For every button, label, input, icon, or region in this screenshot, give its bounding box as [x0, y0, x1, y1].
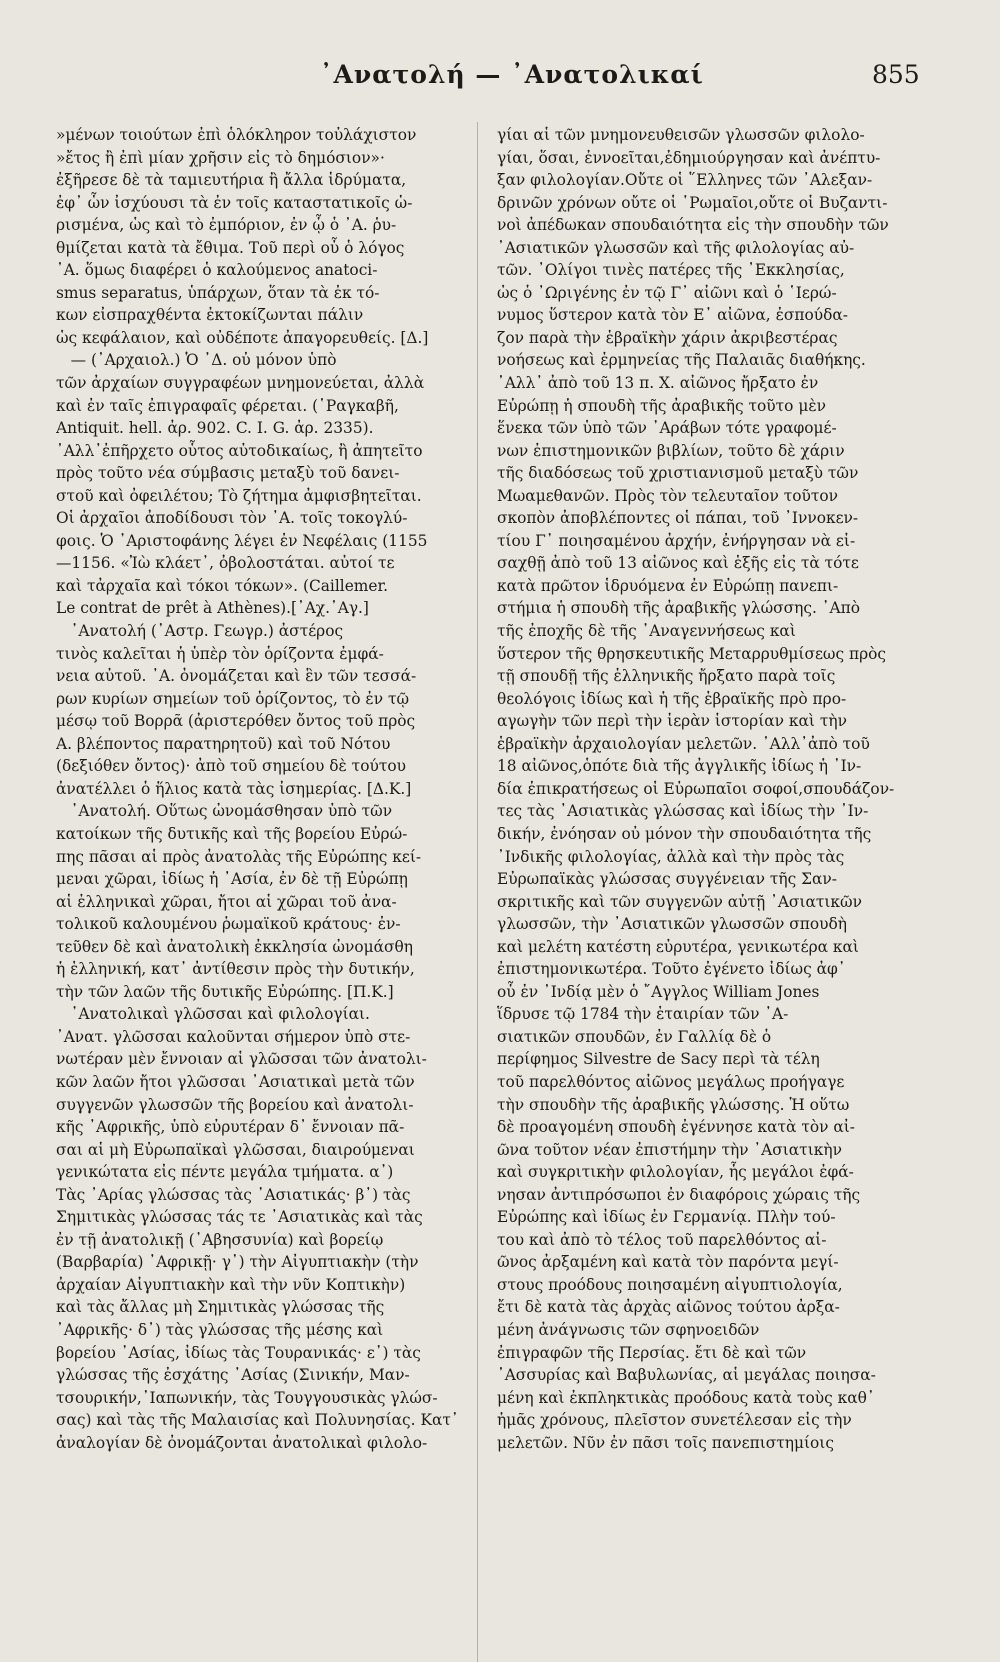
text-line: ᾿Ανατολή (᾿Αστρ. Γεωγρ.) ἀστέρος [56, 622, 344, 641]
text-line: δία ἐπικρατήσεως οἱ Εὐρωπαῖοι σοφοί,σπουδάζον- [497, 779, 895, 798]
text-line: ᾿Ανατολικαὶ γλῶσσαι καὶ φιλολογίαι. [56, 1005, 370, 1024]
text-line: ἔτι δὲ κατὰ τὰς ἀρχὰς αἰῶνος τούτου ἀρξα- [497, 1298, 840, 1317]
text-line: τσουρικήν,᾿Ιαπωνικήν, τὰς Τουγγουσικὰς γλώσ- [56, 1388, 438, 1407]
text-line: ἀνατέλλει ὁ ἥλιος κατὰ τὰς ἰσημερίας. [Δ.Κ.] [56, 779, 412, 798]
text-line: (Βαρβαρία) ᾿Αφρικῇ· γ᾿) τὴν Αἰγυπτιακὴν (τὴν [56, 1253, 419, 1272]
text-line: μένη ἀνάγνωσις τῶν σφηνοειδῶν [497, 1320, 760, 1339]
text-line: τεῦθεν δὲ καὶ ἀνατολικὴ ἐκκλησία ὠνομάσθη [56, 937, 413, 956]
text-line: κατοίκων τῆς δυτικῆς καὶ τῆς βορείου Εὐρώ- [56, 824, 408, 843]
text-line: τὴν σπουδὴν τῆς ἀραβικῆς γλώσσης. Ἡ οὕτω [497, 1095, 850, 1114]
text-line: του καὶ ἀπὸ τὸ τέλος τοῦ παρελθόντος αἰ- [497, 1230, 827, 1249]
text-line: σαχθῇ ἀπὸ τοῦ 13 αἰῶνος καὶ ἑξῆς εἰς τὰ τότε [497, 554, 859, 573]
text-line: τολικοῦ καλουμένου ῥωμαϊκοῦ κράτους· ἐν- [56, 915, 401, 934]
text-line: ῶνος ἀρξαμένη καὶ κατὰ τὸν παρόντα μεγί- [497, 1253, 839, 1272]
text-line: ᾿Αλλ᾿ἐπῆρχετο οὗτος αὐτοδικαίως, ἢ ἀπητεῖτο [56, 441, 423, 460]
text-line: Εὐρώπης καὶ ἰδίως ἐν Γερμανίᾳ. Πλὴν τού- [497, 1208, 836, 1227]
text-line: Α. βλέποντος παρατηρητοῦ) καὶ τοῦ Νότου [56, 734, 391, 753]
text-line: νεια αὐτοῦ. ᾿Α. ὀνομάζεται καὶ ἓν τῶν τεσσά- [56, 667, 417, 686]
text-line: οὗ ἐν ᾿Ινδίᾳ μὲν ὁ ῎Αγγλος William Jones [497, 982, 820, 1001]
text-line: ᾿Ανατολή. Οὕτως ὠνομάσθησαν ὑπὸ τῶν [56, 802, 393, 821]
text-line: ᾿Αλλ᾿ ἀπὸ τοῦ 13 π. Χ. αἰῶνος ἤρξατο ἐν [497, 374, 819, 393]
text-line: ἀναλογίαν δὲ ὀνομάζονται ἀνατολικαὶ φιλολο- [56, 1433, 428, 1452]
text-line: νοὶ ἀπέδωκαν σπουδαιότητα εἰς τὴν σπουδὴν τῶν [497, 216, 889, 235]
text-line: μένη καὶ ἐκπληκτικὰς προόδους κατὰ τοὺς καθ᾿ [497, 1388, 875, 1407]
text-line: νοήσεως καὶ ἑρμηνείας τῆς Παλαιᾶς διαθήκης. [497, 351, 866, 370]
text-line: τες τὰς ᾿Ασιατικὰς γλώσσας καὶ ἰδίως τὴν ᾿Ιν- [497, 802, 869, 821]
running-header [0, 60, 1000, 100]
text-line: ὡς κεφάλαιον, καὶ οὐδέποτε ἀπαγορευθείς. [Δ.] [56, 328, 429, 347]
text-line: ᾿Αφρικῆς· δ᾿) τὰς γλώσσας τῆς μέσης καὶ [56, 1320, 384, 1339]
text-line: σας) καὶ τὰς τῆς Μαλαισίας καὶ Πολυνησίας. Κατ᾿ [56, 1411, 459, 1430]
text-line: τῶν ἀρχαίων συγγραφέων μνημονεύεται, ἀλλὰ [56, 374, 425, 393]
text-line: καὶ μελέτη κατέστη εὐρυτέρα, γενικωτέρα καὶ [497, 937, 859, 956]
text-line: ῶνα τοῦτον νέαν ἐπιστήμην τὴν ᾿Ασιατικὴν [497, 1140, 842, 1159]
text-line: στοῦ καὶ ὀφειλέτου; Τὸ ζήτημα ἀμφισβητεῖται. [56, 486, 422, 505]
text-line: κῶν λαῶν ἤτοι γλῶσσαι ᾿Ασιατικαὶ μετὰ τῶν [56, 1072, 415, 1091]
text-line: γίαι αἱ τῶν μνημονευθεισῶν γλωσσῶν φιλολο- [497, 126, 865, 144]
text-line: νων ἐπιστημονικῶν βιβλίων, τοῦτο δὲ χάριν [497, 441, 845, 460]
text-line: Εὐρώπῃ ἡ σπουδὴ τῆς ἀραβικῆς τοῦτο μὲν [497, 396, 826, 415]
text-line: (δεξιόθεν ὄντος)· ἀπὸ τοῦ σημείου δὲ τούτου [56, 757, 406, 776]
text-line: τίου Γ᾿ ποιησαμένου ἀρχήν, ἐνήργησαν νὰ εἰ- [497, 531, 856, 550]
text-line: ᾿Ασιατικῶν γλωσσῶν καὶ τῆς φιλολογίας αὐ- [497, 238, 855, 257]
text-line: τῶν. ᾿Ολίγοι τινὲς πατέρες τῆς ᾿Εκκλησίας, [497, 261, 845, 280]
text-line: ἀρχαίαν Αἰγυπτιακὴν καὶ τὴν νῦν Κοπτικὴν) [56, 1275, 406, 1294]
text-line: Μωαμεθανῶν. Πρὸς τὸν τελευταῖον τοῦτον [497, 486, 838, 505]
text-line: κων εἰσπραχθέντα ἐκτοκίζωνται πάλιν [56, 306, 364, 325]
text-line: ὡς ὁ ᾿Ωριγένης ἐν τῷ Γ᾿ αἰῶνι καὶ ὁ ῾Ιερώ- [497, 283, 837, 302]
text-line: μεναι χῶραι, ἰδίως ἡ ᾿Ασία, ἐν δὲ τῇ Εὐρώπῃ [56, 870, 408, 889]
text-line: πης πᾶσαι αἱ πρὸς ἀνατολὰς τῆς Εὐρώπης κεί- [56, 847, 422, 866]
text-line: ξαν φιλολογίαν.Οὔτε οἱ ῞Ελληνες τῶν ᾿Αλεξαν- [497, 171, 873, 190]
text-line: ἐξῆρεσε δὲ τὰ ταμιευτήρια ἢ ἄλλα ἱδρύματα, [56, 171, 407, 190]
text-line: βορείου ᾿Ασίας, ἰδίως τὰς Τουρανικάς· ε᾿) τὰς [56, 1343, 421, 1362]
text-line: ᾿Ασσυρίας καὶ Βαβυλωνίας, αἱ μεγάλας ποιησα- [497, 1366, 876, 1385]
text-line: ἐπιγραφῶν τῆς Περσίας. ἔτι δὲ καὶ τῶν [497, 1343, 807, 1362]
text-line: μελετῶν. Νῦν ἐν πᾶσι τοῖς πανεπιστημίοις [497, 1433, 834, 1452]
text-line: καὶ τὰς ἄλλας μὴ Σημιτικὰς γλώσσας τῆς [56, 1298, 385, 1317]
text-line: ρων κυρίων σημείων τοῦ ὁρίζοντος, τὸ ἐν τῷ [56, 689, 410, 708]
text-line: γλώσσας τῆς ἐσχάτης ᾿Ασίας (Σινικήν, Μαν- [56, 1366, 410, 1385]
page-number: 855 [872, 60, 920, 89]
text-line: ᾿Α. ὅμως διαφέρει ὁ καλούμενος anatoci- [56, 261, 378, 280]
column-divider [477, 122, 478, 1662]
text-line: Τὰς ᾿Αρίας γλώσσας τὰς ᾿Ασιατικάς· β᾿) τὰς [56, 1185, 411, 1204]
text-line: τοῦ παρελθόντος αἰῶνος μεγάλως προήγαγε [497, 1072, 845, 1091]
text-line: σαι αἱ μὴ Εὐρωπαϊκαὶ γλῶσσαι, διαιρούμεναι [56, 1140, 415, 1159]
text-line: τινὸς καλεῖται ἡ ὑπὲρ τὸν ὁρίζοντα ἐμφά- [56, 644, 384, 663]
text-line: »μένων τοιούτων ἐπὶ ὁλόκληρον τοὐλάχιστον [56, 126, 417, 144]
text-line: νωτέραν μὲν ἔννοιαν αἱ γλῶσσαι τῶν ἀνατολι- [56, 1050, 427, 1069]
text-line: δικήν, ἐνόησαν οὐ μόνον τὴν σπουδαιότητα τῆς [497, 824, 872, 843]
text-line: φοις. Ὁ ᾿Αριστοφάνης λέγει ἐν Νεφέλαις (1155 [56, 531, 428, 550]
text-line: καὶ συγκριτικὴν φιλολογίαν, ἧς μεγάλοι ἐφά- [497, 1163, 854, 1182]
right-column [497, 124, 915, 1454]
text-line: ρισμένα, ὡς καὶ τὸ ἐμπόριον, ἐν ᾧ ὁ ᾿Α. ῥυ- [56, 216, 397, 235]
text-line: θμίζεται κατὰ τὰ ἔθιμα. Τοῦ περὶ οὗ ὁ λόγος [56, 238, 405, 257]
text-line: νυμος ὕστερον κατὰ τὸν Ε᾿ αἰῶνα, ἐσπούδα- [497, 306, 848, 325]
text-line: τὴν τῶν λαῶν τῆς δυτικῆς Εὐρώπης. [Π.Κ.] [56, 982, 394, 1001]
text-line: νησαν ἀντιπρόσωποι ἐν διαφόροις χώραις τῆς [497, 1185, 861, 1204]
text-line: Εὐρωπαϊκὰς γλώσσας συγγένειαν τῆς Σαν- [497, 870, 837, 889]
text-line: σκοπὸν ἀποβλέποντες οἱ πάπαι, τοῦ ᾿Ιννοκεν- [497, 509, 859, 528]
text-line: »ἔτος ἢ ἐπὶ μίαν χρῆσιν εἰς τὸ δημόσιον»· [56, 148, 385, 167]
text-line: ἕνεκα τῶν ὑπὸ τῶν ᾿Αράβων τότε γραφομέ- [497, 419, 837, 438]
text-line: ἐφ᾿ ὧν ἰσχύουσι τὰ ἐν τοῖς καταστατικοῖς ὡ- [56, 193, 413, 212]
text-line: Οἱ ἀρχαῖοι ἀποδίδουσι τὸν ᾿Α. τοῖς τοκογλύ- [56, 509, 408, 528]
text-line: Le contrat de prêt à Athènes).[᾿Αχ.᾿Αγ.] [56, 599, 369, 618]
text-line: σκριτικῆς καὶ τῶν συγγενῶν αὐτῇ ᾿Ασιατικῶν [497, 892, 862, 911]
text-line: Antiquit. hell. ἀρ. 902. C. I. G. ἀρ. 2335). [56, 419, 374, 438]
text-line: περίφημος Silvestre de Sacy περὶ τὰ τέλη [497, 1050, 820, 1069]
header-title: ᾿Ανατολή — ᾿Ανατολικαί [320, 60, 704, 89]
text-line: θεολόγοις ἰδίως καὶ ἡ τῆς ἑβραϊκῆς πρὸ προ- [497, 689, 847, 708]
text-line: ἐπιστημονικωτέρα. Τοῦτο ἐγένετο ἰδίως ἀφ᾿ [497, 960, 846, 979]
text-line: καὶ ἐν ταῖς ἐπιγραφαῖς φέρεται. (῾Ραγκαβῆ, [56, 396, 399, 415]
text-line: πρὸς τοῦτο νέα σύμβασις μεταξὺ τοῦ δανει- [56, 464, 400, 483]
text-line: γλωσσῶν, τὴν ᾿Ασιατικῶν γλωσσῶν σπουδὴ [497, 915, 847, 934]
text-line: ᾿Ανατ. γλῶσσαι καλοῦνται σήμερον ὑπὸ στε- [56, 1027, 411, 1046]
text-line: ᾿Ινδικῆς φιλολογίας, ἀλλὰ καὶ τὴν πρὸς τὰς [497, 847, 845, 866]
text-line: γίαι, ὅσαι, ἐννοεῖται,ἐδημιούργησαν καὶ ἀνέπτυ- [497, 148, 881, 167]
text-line: τῆς ἐποχῆς δὲ τῆς ᾿Αναγεννήσεως καὶ [497, 622, 796, 641]
text-line: ἐν τῇ ἀνατολικῇ (᾿Αβησσυνία) καὶ βορείῳ [56, 1230, 384, 1249]
text-line: γενικώτατα εἰς πέντε μεγάλα τμήματα. α᾿) [56, 1163, 394, 1182]
text-line: αἱ ἑλληνικαὶ χῶραι, ἤτοι αἱ χῶραι τοῦ ἀνα- [56, 892, 397, 911]
text-line: κατὰ πρῶτον ἱδρυόμενα ἐν Εὐρώπῃ πανεπι- [497, 576, 839, 595]
text-line: —1156. «Ἰὼ κλάετ᾿, ὀβολοστάται. αὐτοί τε [56, 554, 395, 573]
text-line: ἡ ἑλληνική, κατ᾿ ἀντίθεσιν πρὸς τὴν δυτικήν, [56, 960, 415, 979]
text-line: ὕστερον τῆς θρησκευτικῆς Μεταρρυθμίσεως πρὸς [497, 644, 887, 663]
text-line: τῇ σπουδῇ τῆς ἑλληνικῆς ἤρξατο παρὰ τοῖς [497, 667, 836, 686]
text-line: ἵδρυσε τῷ 1784 τὴν ἑταιρίαν τῶν ᾿Α- [497, 1005, 789, 1024]
text-line: συγγενῶν γλωσσῶν τῆς βορείου καὶ ἀνατολι- [56, 1095, 414, 1114]
text-line: μέσῳ τοῦ Βορρᾶ (ἀριστερόθεν ὄντος τοῦ πρὸς [56, 712, 416, 731]
text-line: στους προόδους ποιησαμένη αἰγυπτιολογία, [497, 1275, 843, 1294]
text-line: δὲ προαγομένη σπουδὴ ἐγέννησε κατὰ τὸν αἰ- [497, 1118, 855, 1137]
text-line: σιατικῶν σπουδῶν, ἐν Γαλλίᾳ δὲ ὁ [497, 1027, 772, 1046]
text-line: Σημιτικὰς γλώσσας τάς τε ᾿Ασιατικὰς καὶ τὰς [56, 1208, 423, 1227]
text-line: ζον παρὰ τὴν ἑβραϊκὴν χάριν ἀκριβεστέρας [497, 328, 838, 347]
text-line: ἑβραϊκὴν ἀρχαιολογίαν μελετῶν. ᾿Αλλ᾿ἀπὸ τοῦ [497, 734, 870, 753]
text-line: 18 αἰῶνος,ὁπότε διὰ τῆς ἀγγλικῆς ἰδίως ἡ ᾿Ιν- [497, 757, 862, 776]
text-line: κῆς ᾿Αφρικῆς, ὑπὸ εὐρυτέραν δ᾿ ἔννοιαν πᾶ- [56, 1118, 405, 1137]
text-line: smus separatus, ὑπάρχων, ὅταν τὰ ἐκ τό- [56, 283, 380, 302]
text-line: δρινῶν χρόνων οὔτε οἱ ῾Ρωμαῖοι,οὔτε οἱ Βυζαντι- [497, 193, 888, 212]
text-line: τῆς διαδόσεως τοῦ χριστιανισμοῦ μεταξὺ τῶν [497, 464, 859, 483]
text-line: ἡμᾶς χρόνους, πλεῖστον συνετέλεσαν εἰς τὴν [497, 1411, 852, 1430]
text-line: — (᾿Αρχαιολ.) Ὁ ᾿Δ. οὐ μόνον ὑπὸ [56, 351, 337, 370]
text-line: αγωγὴν τῶν περὶ τὴν ἱερὰν ἱστορίαν καὶ τὴν [497, 712, 847, 731]
text-line: στήμια ἡ σπουδὴ τῆς ἀραβικῆς γλώσσης. ᾿Απὸ [497, 599, 860, 618]
text-line: καὶ τἀρχαῖα καὶ τόκοι τόκων». (Caillemer. [56, 576, 389, 595]
left-column [56, 124, 474, 1454]
